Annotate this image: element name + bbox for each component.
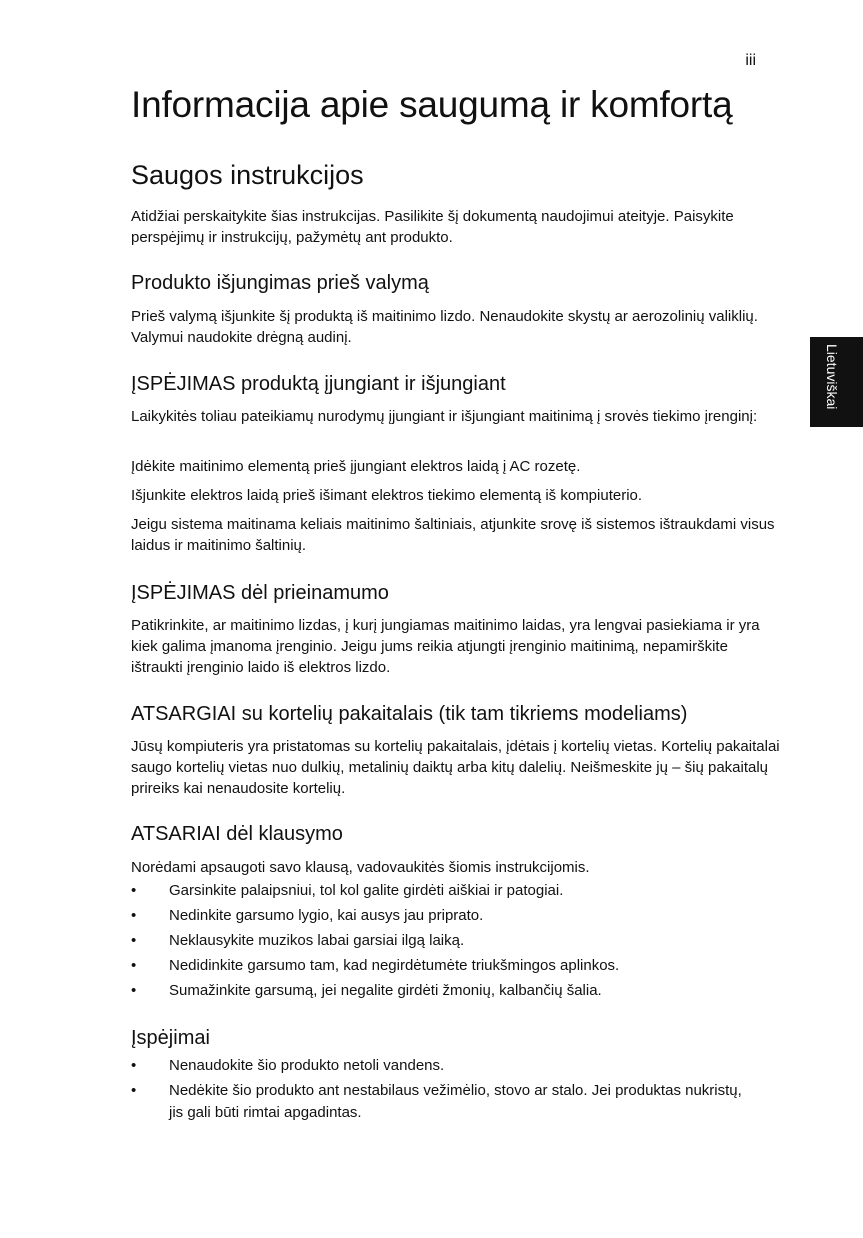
warnings-heading: Įspėjimai [131,1027,210,1049]
list-item [131,1055,781,1077]
power-warning-text-4: Jeigu sistema maitinama keliais maitinimo šaltiniais, atjunkite srovę iš sistemos ištraukdami visus laidus ir maitinimo šaltinių. [131,516,775,554]
section-intro: Atidžiai perskaitykite šias instrukcijas. Pasilikite šį dokumentą naudojimui ateityje. Paisykite perspėjimų ir instrukcijų, pažymėtų ant produkto. [131,208,734,246]
language-side-tab-label: Lietuviškai [824,344,840,410]
list-item [131,930,781,952]
list-item-text: Nedidinkite garsumo tam, kad negirdėtumėte triukšmingos aplinkos. [169,957,620,974]
card-caution-heading: ATSARGIAI su kortelių pakaitalais (tik tam tikriems modeliams) [131,703,688,725]
cleaning-text: Prieš valymą išjunkite šį produktą iš maitinimo lizdo. Nenaudokite skystų ar aerozolinių valiklių. Valymui naudokite drėgną audinį. [131,308,758,346]
list-item [131,955,781,977]
bullet-icon: • [131,1082,137,1099]
listening-heading: ATSARIAI dėl klausymo [131,823,343,845]
list-item-text: Nedėkite šio produkto ant nestabilaus vežimėlio, stovo ar stalo. Jei produktas nukristų, jis gali būti rimtai apgadintas. [169,1082,742,1121]
power-warning-text-2: Įdėkite maitinimo elementą prieš įjungiant elektros laidą į AC rozetę. [131,458,581,475]
list-item [131,905,781,927]
access-warning-heading: ĮSPĖJIMAS dėl prieinamumo [131,582,389,604]
section-title: Saugos instrukcijos [131,160,364,190]
bullet-icon: • [131,882,137,899]
power-warning-heading: ĮSPĖJIMAS produktą įjungiant ir išjungiant [131,373,506,395]
access-warning-text: Patikrinkite, ar maitinimo lizdas, į kurį jungiamas maitinimo laidas, yra lengvai pasiekiama ir yra kiek galima įmanoma įrenginio. Jeigu jums reikia atjungti įrenginio maitinimą, nepamirškite ištraukti įrenginio laido iš elektros lizdo. [131,617,760,676]
language-side-tab [810,337,863,427]
list-item-text: Sumažinkite garsumą, jei negalite girdėti žmonių, kalbančių šalia. [169,982,602,999]
page-number: iii [745,52,756,69]
list-item [131,880,781,902]
card-caution-text: Jūsų kompiuteris yra pristatomas su kortelių pakaitalais, įdėtais į kortelių vietas. Kortelių pakaitalai saugo kortelių vietas nuo dulkių, metalinių daiktų arba kitų dalelių. Neišmeskite jų – šių pakaitalų prireiks kai nenaudosite kortelių. [131,738,780,797]
list-item-text: Nenaudokite šio produkto netoli vandens. [169,1057,445,1074]
bullet-icon: • [131,907,137,924]
page-title: Informacija apie saugumą ir komfortą [131,84,733,125]
list-item [131,1080,781,1123]
list-item-text: Nedinkite garsumo lygio, kai ausys jau priprato. [169,907,484,924]
list-item-text: Neklausykite muzikos labai garsiai ilgą laiką. [169,932,465,949]
listening-intro: Norėdami apsaugoti savo klausą, vadovaukitės šiomis instrukcijomis. [131,859,590,876]
bullet-icon: • [131,1057,137,1074]
cleaning-heading: Produkto išjungimas prieš valymą [131,272,429,294]
list-item-text: Garsinkite palaipsniui, tol kol galite girdėti aiškiai ir patogiai. [169,882,564,899]
bullet-icon: • [131,932,137,949]
bullet-icon: • [131,982,137,999]
power-warning-text-1: Laikykitės toliau pateikiamų nurodymų įjungiant ir išjungiant maitinimą į srovės tiekimo įrenginį: [131,408,758,425]
list-item [131,980,781,1002]
power-warning-text-3: Išjunkite elektros laidą prieš išimant elektros tiekimo elementą iš kompiuterio. [131,487,643,504]
bullet-icon: • [131,957,137,974]
